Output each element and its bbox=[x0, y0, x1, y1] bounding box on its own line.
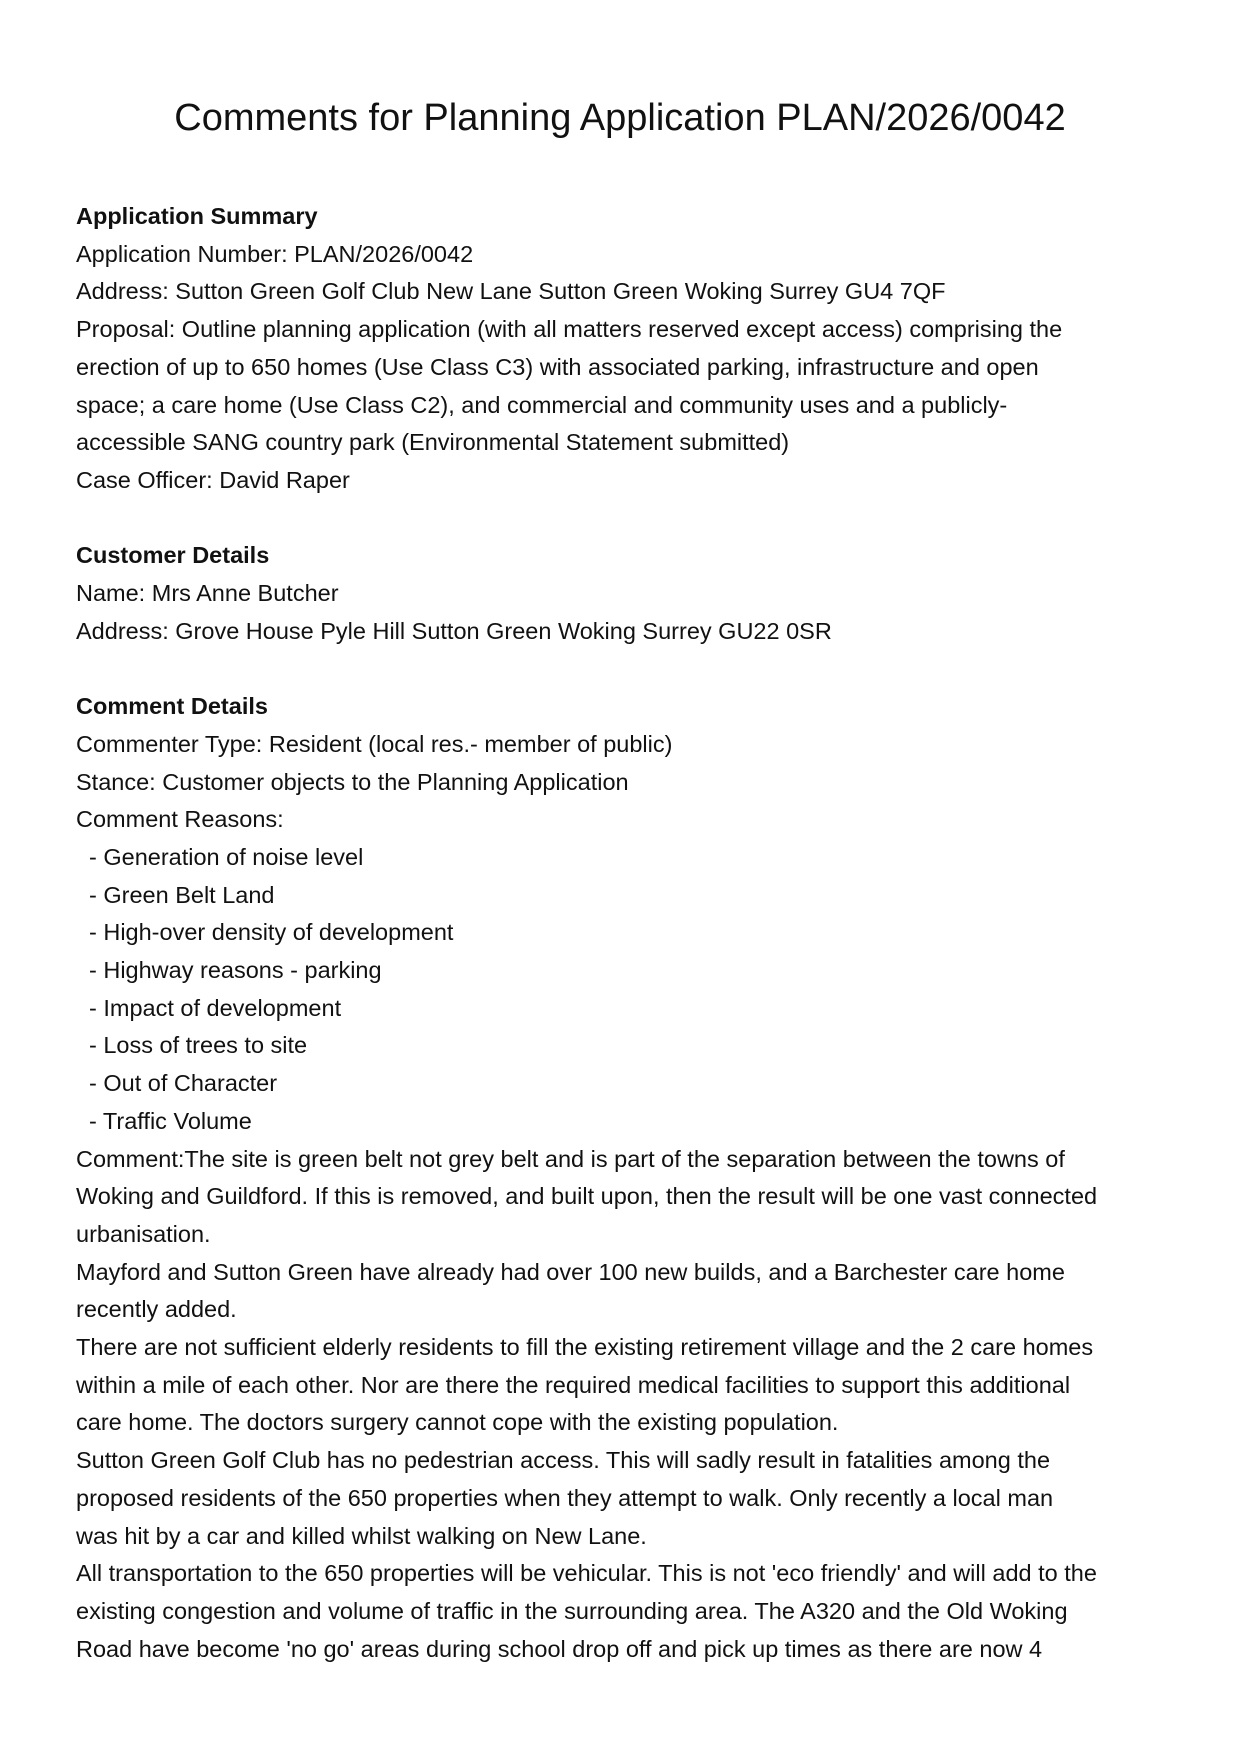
comment-text-line: proposed residents of the 650 properties when they attempt to walk. Only recently a local man bbox=[76, 1484, 1054, 1511]
comment-reason-item: - Highway reasons - parking bbox=[89, 957, 382, 984]
comment-text-line: within a mile of each other. Nor are there the required medical facilities to support this additional bbox=[76, 1371, 1071, 1398]
customer-details-section bbox=[76, 537, 1176, 650]
stance: Stance: Customer objects to the Planning Application bbox=[76, 768, 629, 795]
comment-text-line: Road have become 'no go' areas during school drop off and pick up times as there are now 4 bbox=[76, 1635, 1043, 1662]
comment-text-line: Sutton Green Golf Club has no pedestrian access. This will sadly result in fatalities among the bbox=[76, 1447, 1051, 1474]
comment-reason-item: - Impact of development bbox=[89, 994, 342, 1021]
application-address: Address: Sutton Green Golf Club New Lane Sutton Green Woking Surrey GU4 7QF bbox=[76, 278, 946, 305]
proposal-line: Proposal: Outline planning application (with all matters reserved except access) comprising the bbox=[76, 316, 1063, 343]
document-body bbox=[76, 198, 1176, 1668]
comment-reason-item: - High-over density of development bbox=[89, 919, 454, 946]
proposal-line: space; a care home (Use Class C2), and commercial and community uses and a publicly- bbox=[76, 391, 1008, 418]
proposal-line: erection of up to 650 homes (Use Class C3) with associated parking, infrastructure and open bbox=[76, 353, 1039, 380]
proposal-line: accessible SANG country park (Environmental Statement submitted) bbox=[76, 429, 790, 456]
section-heading-comment-details: Comment Details bbox=[76, 693, 268, 720]
comment-text-line: Comment:The site is green belt not grey belt and is part of the separation between the towns of bbox=[76, 1145, 1065, 1172]
comment-reasons-label: Comment Reasons: bbox=[76, 806, 284, 833]
customer-address: Address: Grove House Pyle Hill Sutton Green Woking Surrey GU22 0SR bbox=[76, 617, 832, 644]
comment-text-line: There are not sufficient elderly residents to fill the existing retirement village and the 2 care homes bbox=[76, 1334, 1094, 1361]
section-spacer bbox=[76, 650, 1176, 688]
application-number: Application Number: PLAN/2026/0042 bbox=[76, 240, 474, 267]
comment-reason-item: - Green Belt Land bbox=[89, 881, 275, 908]
comment-text-line: recently added. bbox=[76, 1296, 237, 1323]
comment-text-line: All transportation to the 650 properties will be vehicular. This is not 'eco friendly' and will add to the bbox=[76, 1560, 1097, 1587]
comment-text-line: care home. The doctors surgery cannot cope with the existing population. bbox=[76, 1409, 839, 1436]
customer-name: Name: Mrs Anne Butcher bbox=[76, 580, 339, 607]
section-heading-application-summary: Application Summary bbox=[76, 203, 318, 229]
comment-text-line: existing congestion and volume of traffic in the surrounding area. The A320 and the Old Woking bbox=[76, 1597, 1068, 1624]
section-spacer bbox=[76, 500, 1176, 538]
comment-reason-item: - Out of Character bbox=[89, 1070, 278, 1097]
comment-reason-item: - Traffic Volume bbox=[89, 1107, 252, 1134]
comment-text-line: urbanisation. bbox=[76, 1220, 211, 1247]
comment-text-line: Mayford and Sutton Green have already had over 100 new builds, and a Barchester care home bbox=[76, 1258, 1065, 1285]
comment-text-line: was hit by a car and killed whilst walking on New Lane. bbox=[76, 1522, 647, 1549]
case-officer: Case Officer: David Raper bbox=[76, 466, 350, 493]
section-heading-customer-details: Customer Details bbox=[76, 542, 270, 569]
commenter-type: Commenter Type: Resident (local res.- member of public) bbox=[76, 730, 673, 757]
comment-reason-item: - Loss of trees to site bbox=[89, 1032, 308, 1059]
comment-text-line: Woking and Guildford. If this is removed, and built upon, then the result will be one vast connected bbox=[76, 1183, 1098, 1210]
comment-reason-item: - Generation of noise level bbox=[89, 843, 364, 870]
comment-details-section bbox=[76, 688, 1176, 1668]
page-title: Comments for Planning Application PLAN/2026/0042 bbox=[174, 97, 1066, 139]
application-summary-section bbox=[76, 198, 1176, 500]
